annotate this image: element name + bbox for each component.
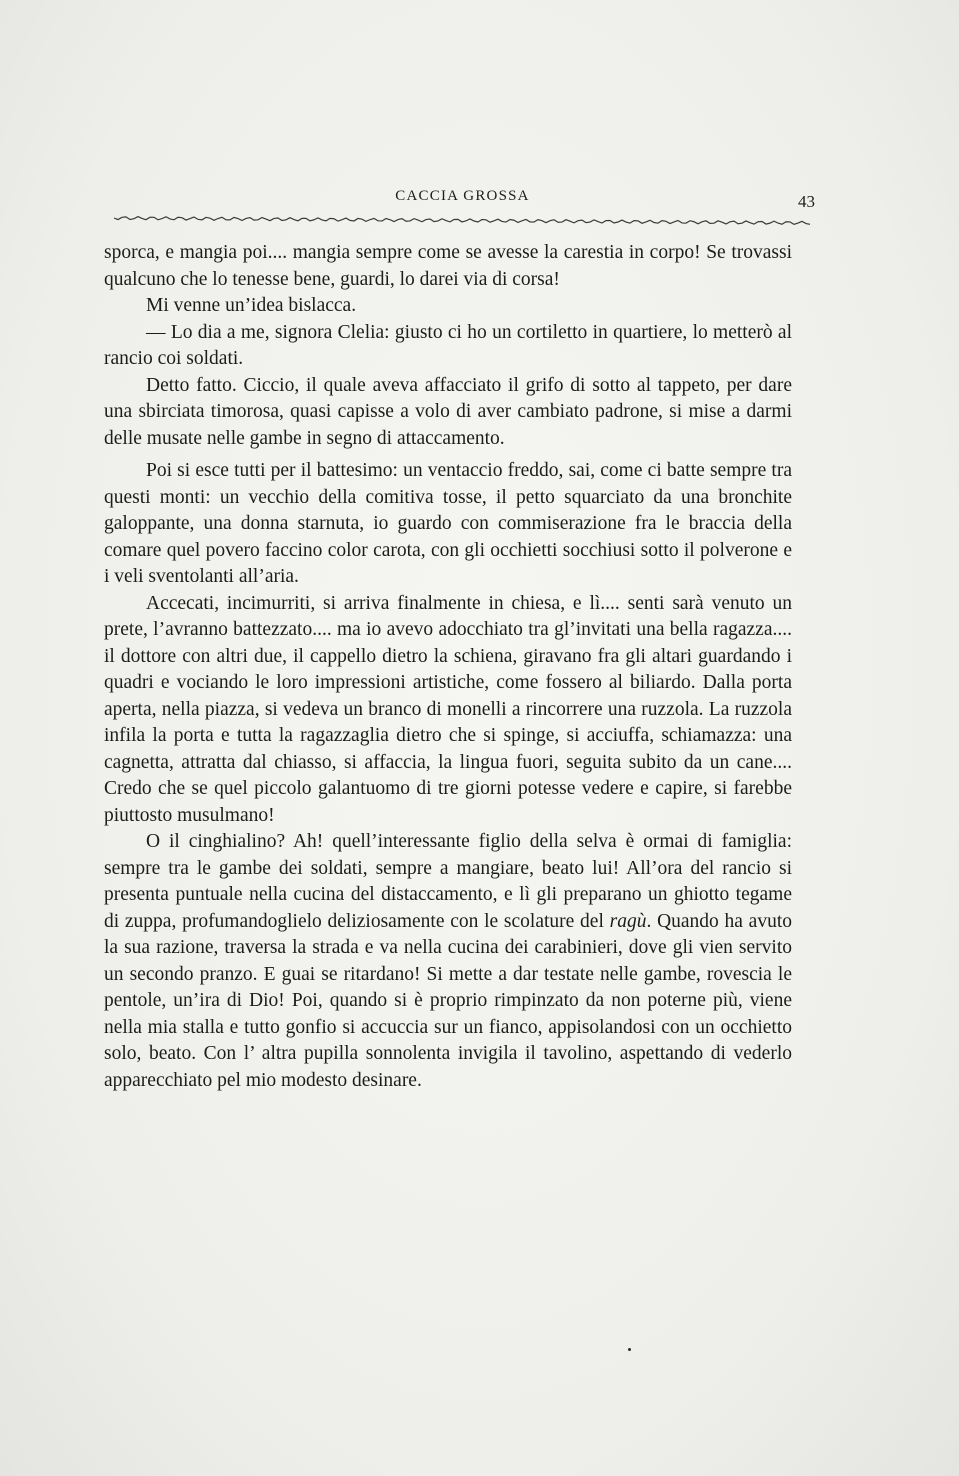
wavy-rule-divider xyxy=(114,210,812,230)
body-text xyxy=(104,240,792,1094)
paragraph-3: — Lo dia a me, signora Clelia: giusto ci ho un cortiletto in quartiere, lo metterò al rancio coi soldati. xyxy=(104,321,792,369)
paragraph-7-part-2: . Quando ha avuto la sua razione, traversa la strada e va nella cucina dei carabinieri, dove gli vien servito un secondo pranzo. E guai se ritardano! Si mette a dar testate nelle gambe, rovescia le pentole, un’ira di Dio! Poi, quando si è proprio rimpinzato da non poterne più, viene nella mia stalla e tutto gonfio si accuccia sur un fianco, appisolandosi con un occhietto solo, beato. Con l’ altra pupilla sonnolenta invigila il tavolino, aspettando di vederlo apparecchiato pel mio modesto desinare. xyxy=(104,910,793,1091)
italic-word-ragu: ragù xyxy=(609,910,647,932)
running-title: CACCIA GROSSA xyxy=(395,188,530,204)
paragraph-1: sporca, e mangia poi.... mangia sempre come se avesse la carestia in corpo! Se trovassi qualcuno che lo tenesse bene, guardi, lo darei via di corsa! xyxy=(104,242,792,290)
paragraph-7-part-1: O il cinghialino? Ah! quell’interessante figlio della selva è ormai di famiglia: sempre tra le gambe dei soldati, sempre a mangiare, beato lui! All’ora del rancio si presenta puntuale nella cucina del distaccamento, e lì gli preparano un ghiotto tegame di zuppa, profumandoglielo deliziosamente con le scolature del xyxy=(104,831,792,932)
paragraph-6: Accecati, incimurriti, si arriva finalmente in chiesa, e lì.... senti sarà venuto un prete, l’avranno battezzato.... ma io avevo adocchiato tra gl’invitati una bella ragazza.... il dottore con altri due, il cappello dietro la schiena, giravano fra gli altari guardando i quadri e vociando le loro impressioni artistiche, come fossero al biliardo. Dalla porta aperta, nella piazza, si vedeva un branco di monelli a rincorrere una ruzzola. La ruzzola infila la porta e tutta la ragazzaglia dietro che si spinge, si acciuffa, schiamazza: una cagnetta, attratta dal chiasso, si affaccia, la lingua fuori, seguita subito da un cane.... Credo che se quel piccolo galantuomo di tre giorni potesse vedere e capire, si farebbe piuttosto musulmano! xyxy=(104,592,792,826)
ink-speck xyxy=(628,1348,631,1351)
page-number: 43 xyxy=(798,192,815,211)
paragraph-5: Poi si esce tutti per il battesimo: un ventaccio freddo, sai, come ci batte sempre tra questi monti: un vecchio della comitiva tosse, il petto squarciato da una bronchite galoppante, una donna starnuta, io guardo con commiserazione fra le braccia della comare quel povero faccino color carota, con gli occhietti socchiusi sotto il polverone e i veli sventolanti all’aria. xyxy=(104,460,792,587)
paragraph-2: Mi venne un’idea bislacca. xyxy=(146,295,357,316)
paragraph-7 xyxy=(104,829,792,1094)
paragraph-4: Detto fatto. Ciccio, il quale aveva affacciato il grifo di sotto al tappeto, per dare una sbirciata timorosa, quasi capisse a volo di aver cambiato padrone, si mise a darmi delle musate nelle gambe in segno di attaccamento. xyxy=(104,374,792,449)
